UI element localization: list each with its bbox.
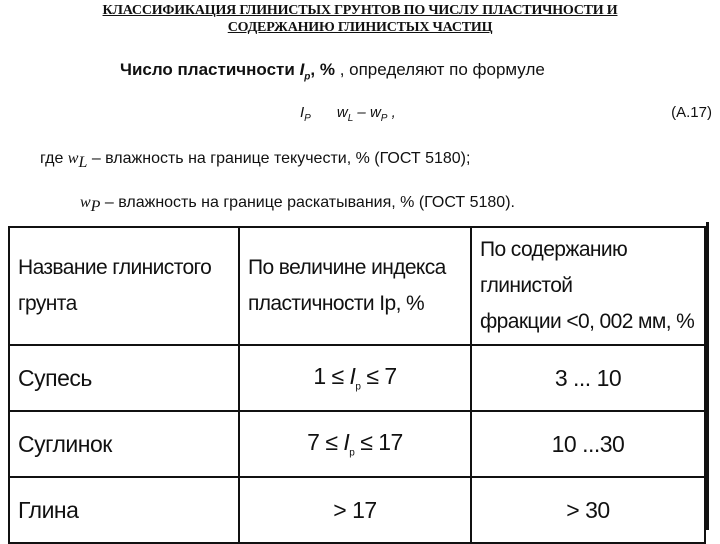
def1-prefix: где	[40, 150, 68, 167]
header-soil-name	[9, 227, 239, 345]
table-header-row	[9, 227, 705, 345]
intro-symbol-sub: p	[304, 71, 311, 83]
def1-symbol: w	[67, 150, 79, 167]
header-fraction-line1: По содержанию глинистой	[480, 238, 628, 297]
plasticity-formula	[300, 104, 396, 124]
formula-lhs: I	[300, 104, 305, 121]
intro-symbol: I	[299, 60, 305, 79]
formula-rhs1: w	[336, 104, 348, 121]
formula-lhs-sub: P	[304, 113, 311, 124]
def1-sub: L	[78, 154, 88, 172]
header-plasticity-line1: По величине индекса	[248, 256, 446, 279]
header-plasticity-index	[239, 227, 471, 345]
header-soil-name-line1: Название глинистого	[18, 256, 212, 279]
intro-bold-label: Число пластичности	[120, 60, 295, 79]
formula-rhs2: w	[369, 104, 381, 121]
header-clay-fraction	[471, 227, 705, 345]
table-row	[9, 411, 705, 477]
def2-text: – влажность на границе раскатывания, % (ГОСТ 5180).	[100, 194, 515, 211]
formula-tail: ,	[387, 104, 396, 121]
row-clay-fraction: 3 ... 10	[471, 345, 705, 411]
row-plasticity-range: $7 \le I_p \le 17$	[239, 411, 471, 477]
row-clay-fraction: 10 ...30	[471, 411, 705, 477]
formula-number: (А.17)	[671, 104, 712, 121]
header-soil-name-line2: грунта	[18, 292, 77, 315]
right-frame-line	[706, 222, 709, 530]
row-soil-name: Супесь	[9, 345, 239, 411]
row-plasticity-range: $1 \le I_p \le 7$	[239, 345, 471, 411]
intro-rest: , определяют по формуле	[334, 60, 545, 79]
classification-table	[8, 226, 706, 544]
plasticity-intro	[120, 60, 545, 82]
definition-liquid-limit	[40, 150, 470, 172]
def2-sub: P	[90, 198, 101, 216]
row-soil-name: Суглинок	[9, 411, 239, 477]
formula-rhs2-sub: P	[380, 113, 388, 124]
title-line-1: КЛАССИФИКАЦИЯ ГЛИНИСТЫХ ГРУНТОВ ПО ЧИСЛУ ПЛАСТИЧНОСТИ И	[102, 3, 618, 18]
table-row	[9, 477, 705, 543]
definition-plastic-limit	[80, 194, 515, 216]
row-soil-name: Глина	[9, 477, 239, 543]
header-plasticity-line2: пластичности Ip, %	[248, 292, 425, 315]
row-clay-fraction: > 30	[471, 477, 705, 543]
title-line-2: СОДЕРЖАНИЮ ГЛИНИСТЫХ ЧАСТИЦ	[227, 20, 493, 35]
formula-minus: –	[353, 104, 370, 121]
row-plasticity-range: > 17	[239, 477, 471, 543]
intro-unit: , %	[310, 60, 335, 79]
formula-rhs1-sub: L	[347, 113, 354, 124]
table-row	[9, 345, 705, 411]
header-fraction-line2: фракции <0, 002 мм, %	[480, 310, 695, 333]
def2-symbol: w	[80, 194, 91, 211]
document-title	[0, 2, 720, 36]
def1-text: – влажность на границе текучести, % (ГОСТ 5180);	[87, 150, 471, 167]
